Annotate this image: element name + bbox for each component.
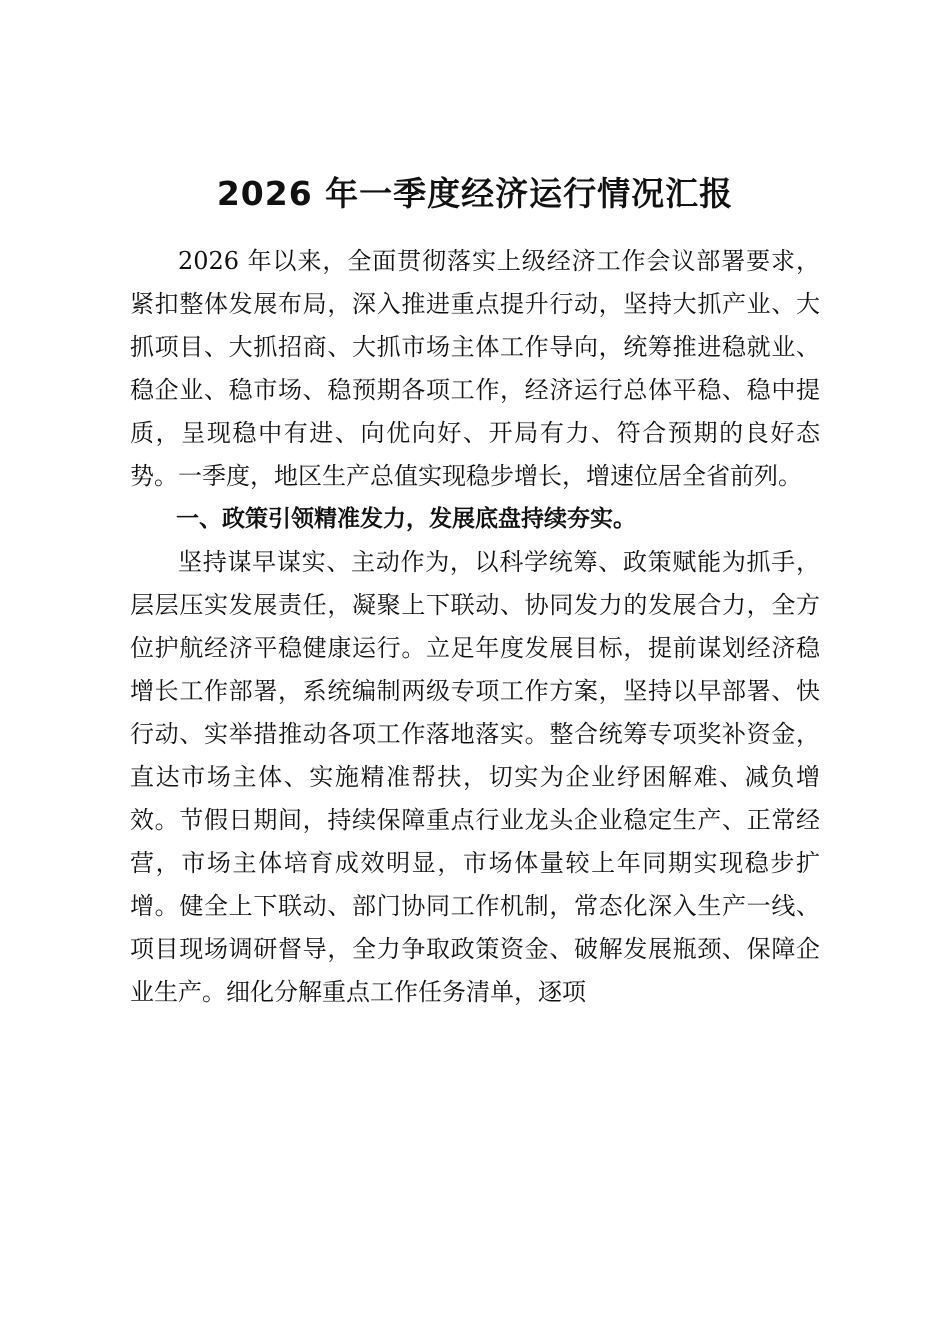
intro-paragraph: 2026 年以来，全面贯彻落实上级经济工作会议部署要求，紧扣整体发展布局，深入推进重点提升行动，坚持大抓产业、大抓项目、大抓招商、大抓市场主体工作导向，统筹推进稳就业、稳企业、稳市场、稳预期各项工作，经济运行总体平稳、稳中提质，呈现稳中有进、向优向好、开局有力、符合预期的良好态势。一季度，地区生产总值实现稳步增长，增速位居全省前列。	[130, 247, 820, 490]
document-page	[130, 168, 820, 1014]
document-title: 2026 年一季度经济运行情况汇报	[216, 174, 734, 213]
section-1-heading: 一、政策引领精准发力，发展底盘持续夯实。	[176, 506, 636, 532]
section-1-paragraph: 坚持谋早谋实、主动作为，以科学统筹、政策赋能为抓手，层层压实发展责任，凝聚上下联动、协同发力的发展合力，全方位护航经济平稳健康运行。立足年度发展目标，提前谋划经济稳增长工作部署，系统编制两级专项工作方案，坚持以早部署、快行动、实举措推动各项工作落地落实。整合统筹专项奖补资金，直达市场主体、实施精准帮扶，切实为企业纾困解难、减负增效。节假日期间，持续保障重点行业龙头企业稳定生产、正常经营，市场主体培育成效明显，市场体量较上年同期实现稳步扩增。健全上下联动、部门协同工作机制，常态化深入生产一线、项目现场调研督导，全力争取政策资金、破解发展瓶颈、保障企业生产。细化分解重点工作任务清单，逐项	[130, 548, 820, 1006]
